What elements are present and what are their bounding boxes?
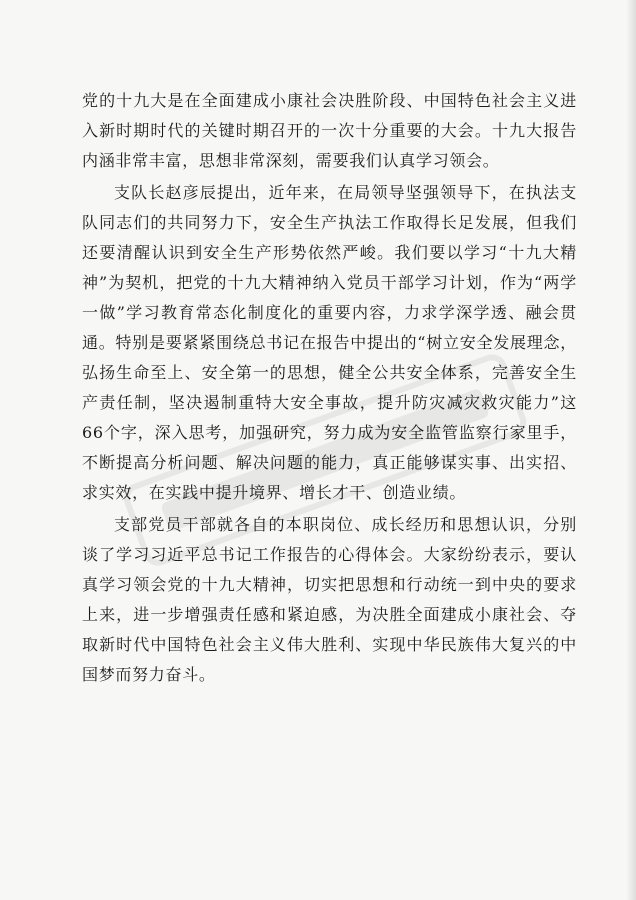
paragraph-2: 支队长赵彦辰提出，近年来，在局领导坚强领导下，在执法支队同志们的共同努力下，安全生产执法工作取得长足发展，但我们还要清醒认识到安全生产形势依然严峻。我们要以学习“十九大精神”为契机，把党的十九大精神纳入党员干部学习计划，作为“两学一做”学习教育常态化制度化的重要内容，力求学深学透、融会贯通。特别是要紧紧围绕总书记在报告中提出的“树立安全发展理念，弘扬生命至上、安全第一的思想，健全公共安全体系，完善安全生产责任制，坚决遏制重特大安全事故，提升防灾减灾救灾能力”这66个字，深入思考，加强研究，努力成为安全监管监察行家里手，不断提高分析问题、解决问题的能力，真正能够谋实事、出实招、求实效，在实践中提升境界、增长才干、创造业绩。 (82, 183, 577, 502)
paragraph-3: 支部党员干部就各自的本职岗位、成长经历和思想认识，分别谈了学习习近平总书记工作报告的心得体会。大家纷纷表示，要认真学习领会党的十九大精神，切实把思想和行动统一到中央的要求上来，进一步增强责任感和紧迫感，为决胜全面建成小康社会、夺取新时代中国特色社会主义伟大胜利、实现中华民族伟大复兴的中国梦而努力奋斗。 (82, 515, 577, 684)
scan-edge-shadow (626, 0, 636, 900)
document-body (82, 86, 577, 690)
paragraph-1: 党的十九大是在全面建成小康社会决胜阶段、中国特色社会主义进入新时期时代的关键时期召开的一次十分重要的大会。十九大报告内涵非常丰富，思想非常深刻，需要我们认真学习领会。 (82, 91, 577, 170)
